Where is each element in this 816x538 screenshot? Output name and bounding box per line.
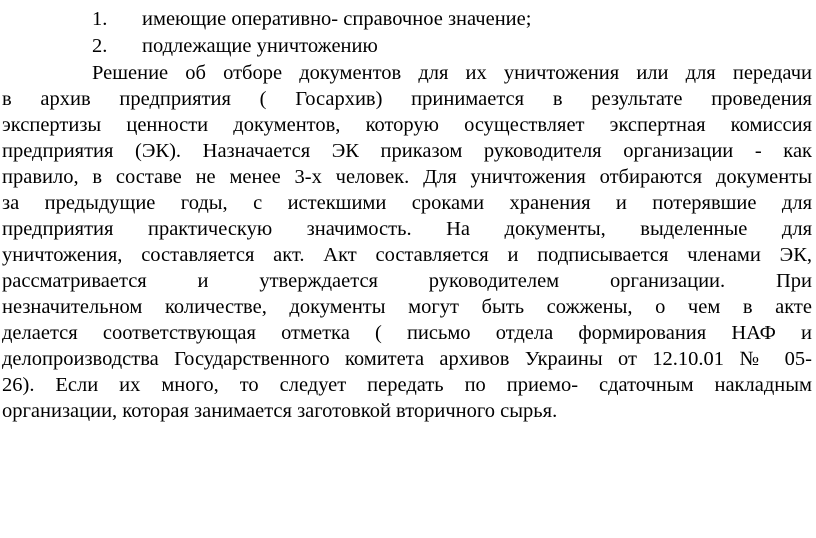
paragraph-line: Решение об отборе документов для их уничтожения или для передачи — [92, 62, 812, 84]
paragraph-line: за предыдущие годы, с истекшими сроками хранения и потерявшие для — [2, 192, 812, 214]
paragraph-line: предприятия (ЭК). Назначается ЭК приказом руководителя организации - как — [2, 140, 812, 162]
paragraph-line: уничтожения, составляется акт. Акт составляется и подписывается членами ЭК, — [2, 244, 812, 266]
paragraph-line: предприятия практическую значимость. На документы, выделенные для — [2, 218, 812, 240]
paragraph-line: незначительном количестве, документы могут быть сожжены, о чем в акте — [2, 296, 812, 318]
paragraph-line: правило, в составе не менее 3-х человек. Для уничтожения отбираются документы — [2, 166, 812, 188]
list-item — [92, 6, 531, 32]
paragraph-line: организации, которая занимается заготовкой вторичного сырья. — [2, 400, 558, 422]
list-number: 1. — [92, 8, 108, 30]
paragraph-line: делопроизводства Государственного комитета архивов Украины от 12.10.01 № 05- — [2, 348, 812, 370]
list-item — [92, 33, 378, 59]
paragraph-line: в архив предприятия ( Госархив) принимается в результате проведения — [2, 88, 812, 110]
list-text: подлежащие уничтожению — [142, 35, 378, 57]
paragraph-line: экспертизы ценности документов, которую осуществляет экспертная комиссия — [2, 114, 812, 136]
paragraph-line: делается соответствующая отметка ( письмо отдела формирования НАФ и — [2, 322, 812, 344]
paragraph-line: рассматривается и утверждается руководителем организации. При — [2, 270, 812, 292]
list-number: 2. — [92, 35, 108, 57]
list-text: имеющие оперативно- справочное значение; — [142, 8, 532, 30]
paragraph-line: 26). Если их много, то следует передать по приемо- сдаточным накладным — [2, 374, 812, 396]
